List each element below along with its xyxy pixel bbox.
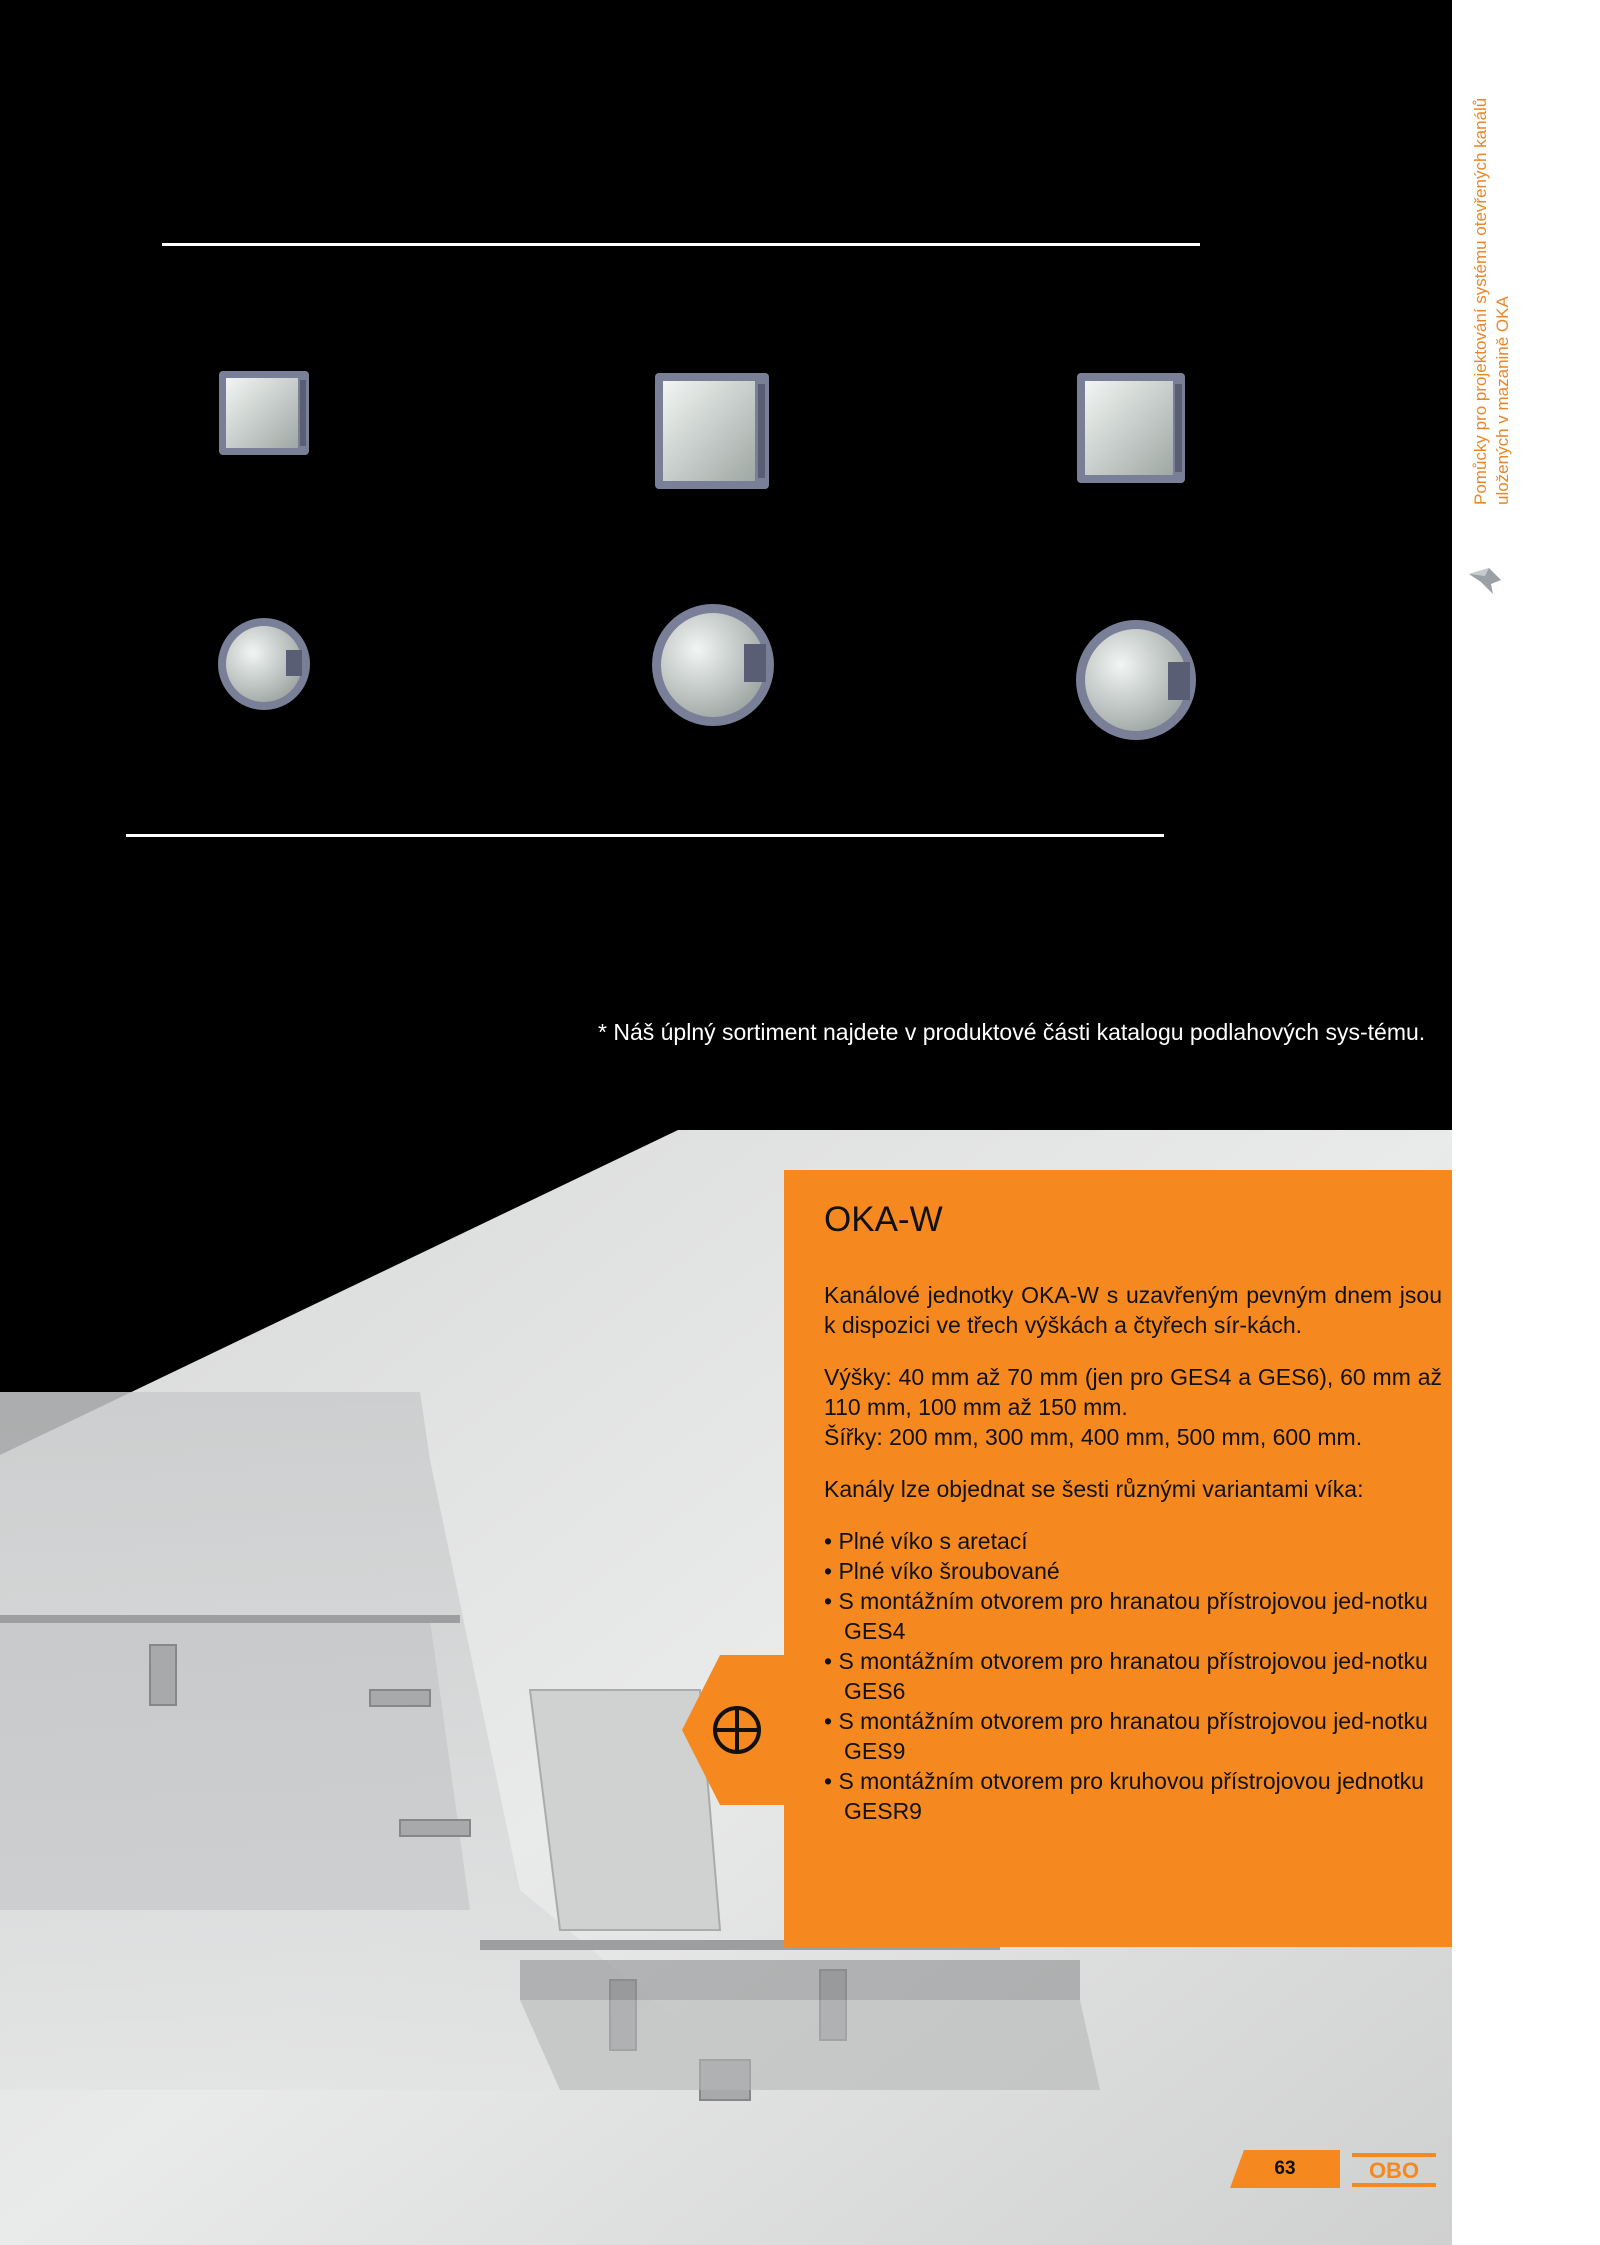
- list-item: • S montážním otvorem pro kruhovou přístrojovou jednotku GESR9: [824, 1766, 1442, 1826]
- variants-list: [824, 1526, 1442, 1826]
- info-widths: Šířky: 200 mm, 300 mm, 400 mm, 500 mm, 600 mm.: [824, 1424, 1363, 1450]
- list-item: • Plné víko s aretací: [824, 1526, 1442, 1556]
- square-cover-icon: [218, 370, 310, 456]
- obo-logo: [1352, 2153, 1436, 2187]
- page-number-text: 63: [1274, 2158, 1296, 2179]
- list-item: • S montážním otvorem pro hranatou přístrojovou jed-notku GES9: [824, 1706, 1442, 1766]
- divider-top: [162, 243, 1200, 246]
- logo-text: OBO: [1368, 2158, 1420, 2183]
- round-cover-icon: [650, 602, 776, 728]
- info-heights: Výšky: 40 mm až 70 mm (jen pro GES4 a GES6), 60 mm až 110 mm, 100 mm až 150 mm.: [824, 1364, 1442, 1420]
- arrow-icon: [1465, 560, 1505, 600]
- sidebar-heading: [1470, 35, 1514, 505]
- footnote: * Náš úplný sortiment najdete v produktové části katalogu podlahových sys-tému.: [598, 1019, 1426, 1045]
- round-cover-icon: [1074, 618, 1198, 742]
- sidebar-heading-line1: Pomůcky pro projektování systému otevřených kanálů: [1471, 97, 1490, 505]
- info-title: OKA-W: [824, 1200, 943, 1239]
- page-number: [1230, 2150, 1340, 2188]
- info-variants-intro: Kanály lze objednat se šesti různými variantami víka:: [824, 1476, 1364, 1502]
- list-item: • Plné víko šroubované: [824, 1556, 1442, 1586]
- info-box: [784, 1170, 1452, 1947]
- sidebar-heading-line2: uložených v mazanině OKA: [1493, 296, 1512, 505]
- info-description: Kanálové jednotky OKA-W s uzavřeným pevným dnem jsou k dispozici ve třech výškách a čtyřech sír-kách.: [824, 1282, 1442, 1338]
- divider-bottom: [126, 834, 1164, 837]
- round-cover-icon: [216, 616, 312, 712]
- square-cover-icon: [1076, 372, 1186, 484]
- list-item: • S montážním otvorem pro hranatou přístrojovou jed-notku GES6: [824, 1646, 1442, 1706]
- square-cover-icon: [654, 372, 770, 490]
- list-item: • S montážním otvorem pro hranatou přístrojovou jed-notku GES4: [824, 1586, 1442, 1646]
- plus-circle-icon: [682, 1655, 786, 1805]
